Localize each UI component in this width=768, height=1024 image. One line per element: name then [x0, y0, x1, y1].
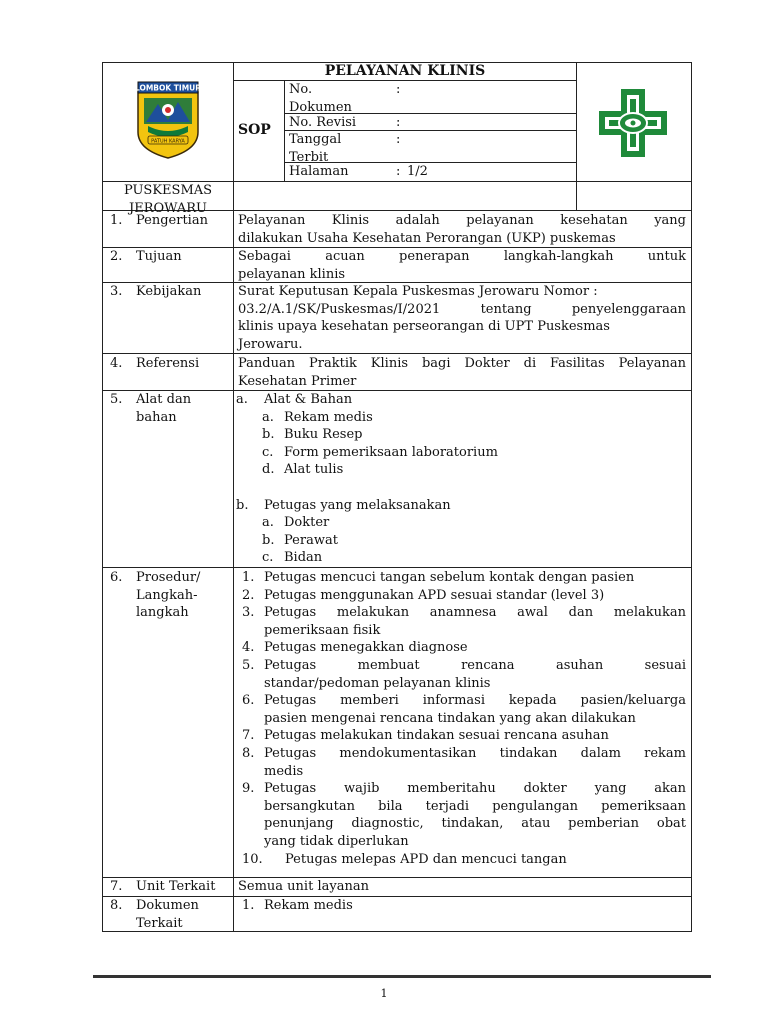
step-line: Petugas menegakkan diagnose	[264, 640, 468, 656]
row-unit-value: Semua unit layanan	[238, 879, 369, 894]
alat-item: Form pemeriksaan laboratorium	[284, 444, 498, 460]
row-prosedur-label-1: Prosedur/	[136, 570, 201, 585]
alat-item-marker: c.	[262, 444, 274, 460]
row-pengertian-line-2: dilakukan Usaha Kesehatan Perorangan (UKP) puskemas	[238, 230, 616, 246]
step-line: Petugas melakukan anamnesa awal dan melakukan	[264, 605, 686, 621]
row-prosedur-number: 6.	[110, 570, 123, 585]
row-kebijakan-line-1: Surat Keputusan Kepala Puskesmas Jerowaru Nomor :	[238, 284, 598, 299]
step-line: standar/pedoman pelayanan klinis	[264, 675, 491, 691]
row-pengertian-line-1: Pelayanan Klinis adalah pelayanan kesehatan yang	[238, 213, 686, 228]
field-tanggal-terbit-colon: :	[396, 132, 401, 147]
field-halaman-label: Halaman	[289, 164, 349, 179]
row-alat-number: 5.	[110, 392, 123, 407]
row-kebijakan-number: 3.	[110, 284, 123, 299]
row-line-3	[102, 353, 692, 354]
step-line: yang tidak diperlukan	[264, 834, 409, 849]
body-column-divider	[233, 210, 234, 932]
row-alat-label-1: Alat dan	[136, 392, 192, 407]
sop-label: SOP	[238, 122, 271, 138]
logo-motto-text: PATUH KARYA	[151, 138, 185, 145]
alat-group-a-marker: a.	[236, 392, 248, 407]
row-line-5	[102, 567, 692, 568]
row-kebijakan-line-4: Jerowaru.	[238, 336, 303, 352]
org-name: PUSKESMAS JEROWARU	[123, 183, 213, 216]
row-referensi-line-2: Kesehatan Primer	[238, 373, 357, 389]
field-tanggal-terbit-label: Tanggal Terbit	[289, 132, 342, 165]
alat-item: Rekam medis	[284, 409, 373, 425]
step-number: 4.	[242, 640, 255, 656]
step-number: 7.	[242, 728, 255, 744]
row-unit-label: Unit Terkait	[136, 879, 216, 894]
logo-banner-text: LOMBOK TIMUR	[134, 83, 202, 93]
row-kebijakan-line-3: klinis upaya kesehatan perseorangan di UPT Puskesmas	[238, 319, 610, 335]
step-number: 6.	[242, 693, 255, 709]
row-prosedur-label-3: langkah	[136, 605, 189, 621]
step-line: medis	[264, 763, 304, 779]
dokumen-item-marker: 1.	[242, 898, 255, 913]
field-no-dokumen-label: No. Dokumen	[289, 82, 352, 115]
alat-item: Buku Resep	[284, 427, 363, 443]
lombok-timur-logo	[134, 80, 202, 160]
row-alat-label-2: bahan	[136, 409, 177, 425]
field-no-dokumen-colon: :	[396, 82, 401, 97]
row-pengertian-label: Pengertian	[136, 213, 208, 228]
row-tujuan-label: Tujuan	[136, 249, 182, 264]
row-tujuan-line-1: Sebagai acuan penerapan langkah-langkah untuk	[238, 249, 686, 264]
row-referensi-number: 4.	[110, 356, 123, 371]
step-line: Petugas memberi informasi kepada pasien/keluarga	[264, 693, 686, 709]
page-title: PELAYANAN KLINIS	[324, 63, 486, 79]
petugas-item: Dokter	[284, 515, 330, 531]
row-tujuan-line-2: pelayanan klinis	[238, 266, 346, 282]
step-line: bersangkutan bila terjadi pengulangan pemeriksaan	[264, 798, 686, 814]
row-dokumen-label-2: Terkait	[136, 915, 183, 931]
step-line: pemeriksaan fisik	[264, 622, 381, 638]
alat-item: Alat tulis	[284, 462, 344, 478]
header-logo-divider	[233, 62, 234, 210]
table-border-bottom	[102, 931, 692, 932]
header-right-divider	[576, 62, 577, 210]
row-kebijakan-line-2: 03.2/A.1/SK/Puskesmas/I/2021 tentang penyelenggaraan	[238, 301, 686, 317]
row-referensi-label: Referensi	[136, 356, 200, 371]
row-kebijakan-label: Kebijakan	[136, 284, 202, 299]
field-no-revisi-colon: :	[396, 115, 401, 130]
row-pengertian-number: 1.	[110, 213, 123, 228]
step-number: 3.	[242, 605, 255, 621]
row-unit-number: 7.	[110, 879, 123, 894]
alat-group-b-marker: b.	[236, 497, 249, 513]
table-border-top-right	[576, 62, 692, 63]
alat-item-marker: a.	[262, 409, 274, 425]
alat-group-b-title: Petugas yang melaksanakan	[264, 497, 451, 513]
step-line: pasien mengenai rencana tindakan yang akan dilakukan	[264, 710, 636, 726]
step-line: Petugas membuat rencana asuhan sesuai	[264, 658, 686, 673]
row-dokumen-label-1: Dokumen	[136, 898, 199, 913]
alat-item-marker: d.	[262, 462, 275, 478]
field-no-revisi-label: No. Revisi	[289, 115, 357, 130]
step-number: 9.	[242, 781, 255, 797]
step-number: 10.	[242, 851, 263, 867]
step-number: 1.	[242, 570, 255, 585]
alat-group-a-title: Alat & Bahan	[264, 392, 353, 407]
dokumen-item: Rekam medis	[264, 898, 353, 913]
step-number: 2.	[242, 587, 255, 603]
footer-rule	[93, 975, 711, 978]
step-number: 5.	[242, 658, 255, 673]
step-line: Petugas melakukan tindakan sesuai rencana asuhan	[264, 728, 609, 744]
row-referensi-line-1: Panduan Praktik Klinis bagi Dokter di Fasilitas Pelayanan	[238, 356, 686, 371]
petugas-item-marker: b.	[262, 532, 275, 548]
petugas-item-marker: c.	[262, 550, 274, 566]
step-line: Petugas mencuci tangan sebelum kontak dengan pasien	[264, 570, 635, 585]
row-prosedur-label-2: Langkah-	[136, 587, 198, 603]
page-number: 1	[380, 987, 388, 1000]
row-tujuan-number: 2.	[110, 249, 123, 264]
petugas-item: Bidan	[284, 550, 323, 566]
step-line: Petugas mendokumentasikan tindakan dalam rekam	[264, 746, 686, 761]
step-number: 8.	[242, 746, 255, 761]
puskesmas-logo	[597, 87, 669, 159]
step-line: Petugas melepas APD dan mencuci tangan	[285, 851, 567, 867]
alat-item-marker: b.	[262, 427, 275, 443]
petugas-item: Perawat	[284, 532, 338, 548]
step-line: Petugas wajib memberitahu dokter yang akan	[264, 781, 686, 797]
field-halaman-colon: :	[396, 164, 401, 179]
table-border-right	[691, 62, 692, 932]
row-dokumen-number: 8.	[110, 898, 123, 913]
step-line: penunjang diagnostic, tindakan, atau pemberian obat	[264, 816, 686, 832]
petugas-item-marker: a.	[262, 515, 274, 531]
step-line: Petugas menggunakan APD sesuai standar (level 3)	[264, 587, 605, 603]
field-halaman-value: 1/2	[407, 164, 428, 179]
